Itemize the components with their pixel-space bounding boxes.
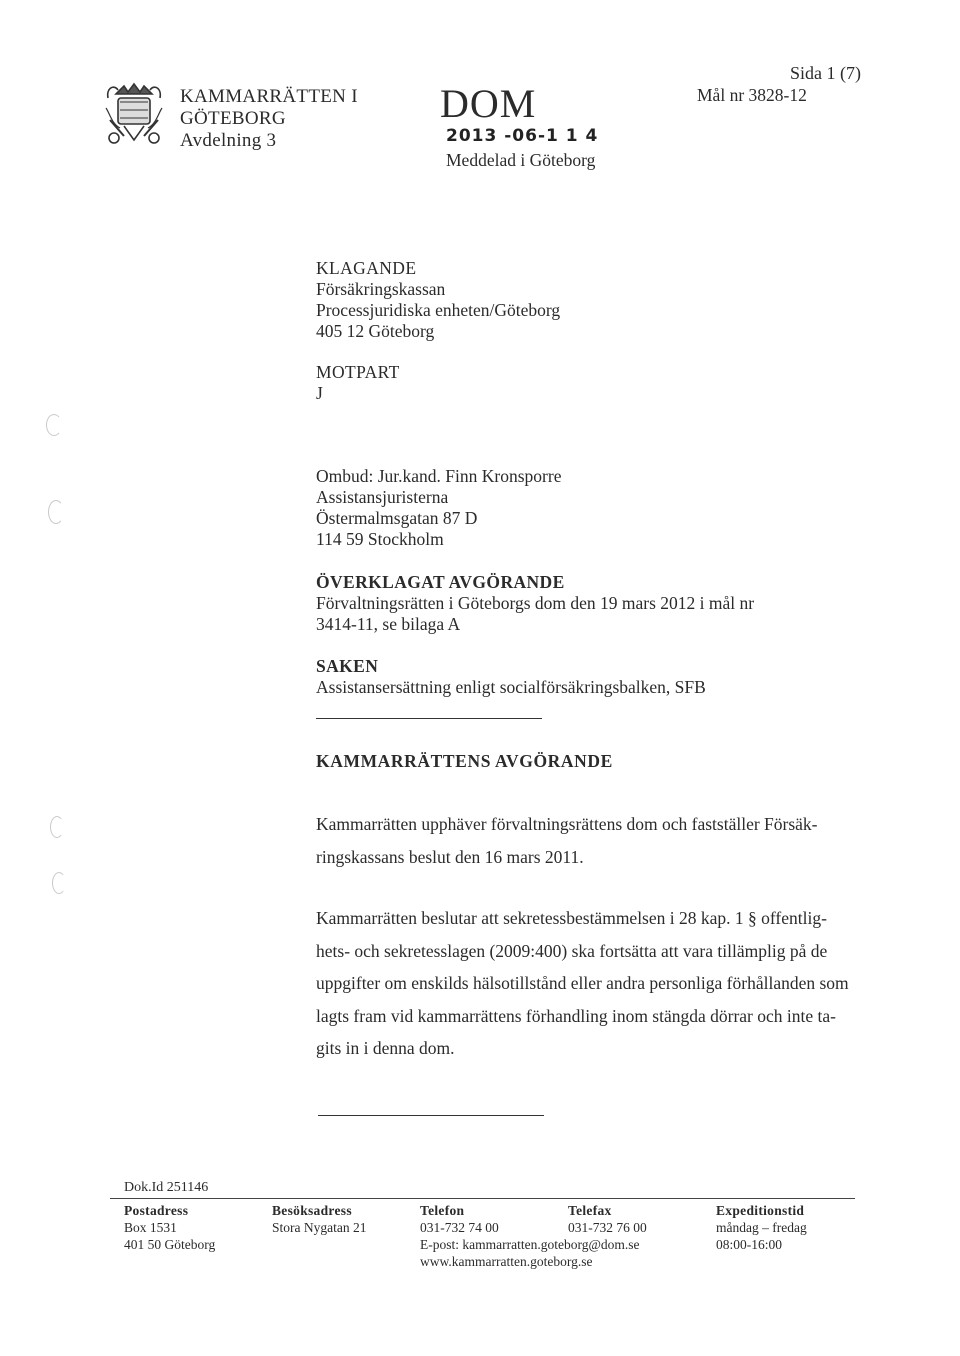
telefax-line: 031-732 76 00	[568, 1220, 647, 1235]
overklagat-section	[316, 572, 754, 635]
paragraph-line: lagts fram vid kammarrättens förhandling inom stängda dörrar och inte ta-	[316, 1005, 836, 1026]
klagande-heading: KLAGANDE	[316, 258, 417, 278]
ombud-line: 114 59 Stockholm	[316, 529, 444, 549]
motpart-name: J	[316, 383, 323, 403]
avgorande-paragraph-1	[316, 808, 876, 873]
saken-section	[316, 656, 706, 698]
klagande-section	[316, 258, 560, 342]
page-number: Sida 1 (7)	[790, 63, 861, 83]
paragraph-line: Kammarrätten upphäver förvaltningsrättens dom och fastställer Försäk-	[316, 814, 818, 834]
klagande-line: Processjuridiska enheten/Göteborg	[316, 300, 561, 320]
overklagat-line: 3414-11, se bilaga A	[316, 614, 461, 634]
court-name-line1: KAMMARRÄTTEN I	[180, 86, 358, 107]
footer-web-contact	[420, 1236, 640, 1270]
scan-mark	[50, 816, 64, 838]
ombud-line: Östermalmsgatan 87 D	[316, 508, 478, 528]
expeditionstid-heading: Expeditionstid	[716, 1203, 805, 1218]
scan-mark	[46, 414, 62, 436]
postadress-line: Box 1531	[124, 1220, 177, 1235]
postadress-heading: Postadress	[124, 1203, 189, 1218]
court-name	[180, 86, 358, 152]
document-type: DOM	[440, 81, 537, 126]
issued-place: Meddelad i Göteborg	[446, 150, 596, 170]
divider	[318, 1115, 544, 1116]
divider	[316, 718, 542, 719]
avgorande-heading: KAMMARRÄTTENS AVGÖRANDE	[316, 751, 613, 771]
paragraph-line: ringskassans beslut den 16 mars 2011.	[316, 846, 584, 867]
motpart-section	[316, 362, 400, 404]
footer-telefon	[420, 1202, 499, 1236]
telefon-heading: Telefon	[420, 1203, 465, 1218]
court-coat-of-arms-logo	[104, 80, 164, 146]
division: Avdelning 3	[180, 130, 277, 151]
footer-besoksadress	[272, 1202, 366, 1236]
scan-mark	[52, 872, 66, 894]
footer-rule	[110, 1198, 855, 1199]
besoksadress-heading: Besöksadress	[272, 1203, 352, 1218]
paragraph-line: hets- och sekretesslagen (2009:400) ska fortsätta att vara tillämplig på de	[316, 940, 828, 961]
besoksadress-line: Stora Nygatan 21	[272, 1220, 367, 1235]
telefax-heading: Telefax	[568, 1203, 612, 1218]
saken-text: Assistansersättning enligt socialförsäkringsbalken, SFB	[316, 677, 706, 697]
overklagat-line: Förvaltningsrätten i Göteborgs dom den 19 mars 2012 i mål nr	[316, 593, 755, 613]
avgorande-paragraph-2	[316, 902, 876, 1065]
overklagat-heading: ÖVERKLAGAT AVGÖRANDE	[316, 572, 565, 592]
ombud-section	[316, 466, 561, 550]
scan-mark	[48, 500, 64, 524]
email-address: E-post: kammarratten.goteborg@dom.se	[420, 1237, 640, 1252]
klagande-line: Försäkringskassan	[316, 279, 446, 299]
ombud-line: Ombud: Jur.kand. Finn Kronsporre	[316, 466, 562, 486]
expeditionstid-line: måndag – fredag	[716, 1220, 807, 1235]
telefon-line: 031-732 74 00	[420, 1220, 499, 1235]
paragraph-line: Kammarrätten beslutar att sekretessbestämmelsen i 28 kap. 1 § offentlig-	[316, 908, 827, 928]
postadress-line: 401 50 Göteborg	[124, 1237, 216, 1252]
paragraph-line: gits in i denna dom.	[316, 1038, 455, 1058]
ombud-line: Assistansjuristerna	[316, 487, 449, 507]
footer-expeditionstid	[716, 1202, 807, 1253]
klagande-line: 405 12 Göteborg	[316, 321, 435, 341]
document-id: Dok.Id 251146	[124, 1180, 209, 1195]
footer-telefax	[568, 1202, 647, 1236]
saken-heading: SAKEN	[316, 656, 379, 676]
paragraph-line: uppgifter om enskilds hälsotillstånd eller andra personliga förhållanden som	[316, 973, 849, 993]
date-stamp: 2013 -06-1 1 4	[446, 126, 599, 146]
website: www.kammarratten.goteborg.se	[420, 1254, 593, 1269]
expeditionstid-line: 08:00-16:00	[716, 1237, 782, 1252]
footer-postadress	[124, 1202, 215, 1253]
motpart-heading: MOTPART	[316, 362, 400, 382]
court-name-line2: GÖTEBORG	[180, 108, 286, 129]
case-number: Mål nr 3828-12	[697, 85, 807, 105]
